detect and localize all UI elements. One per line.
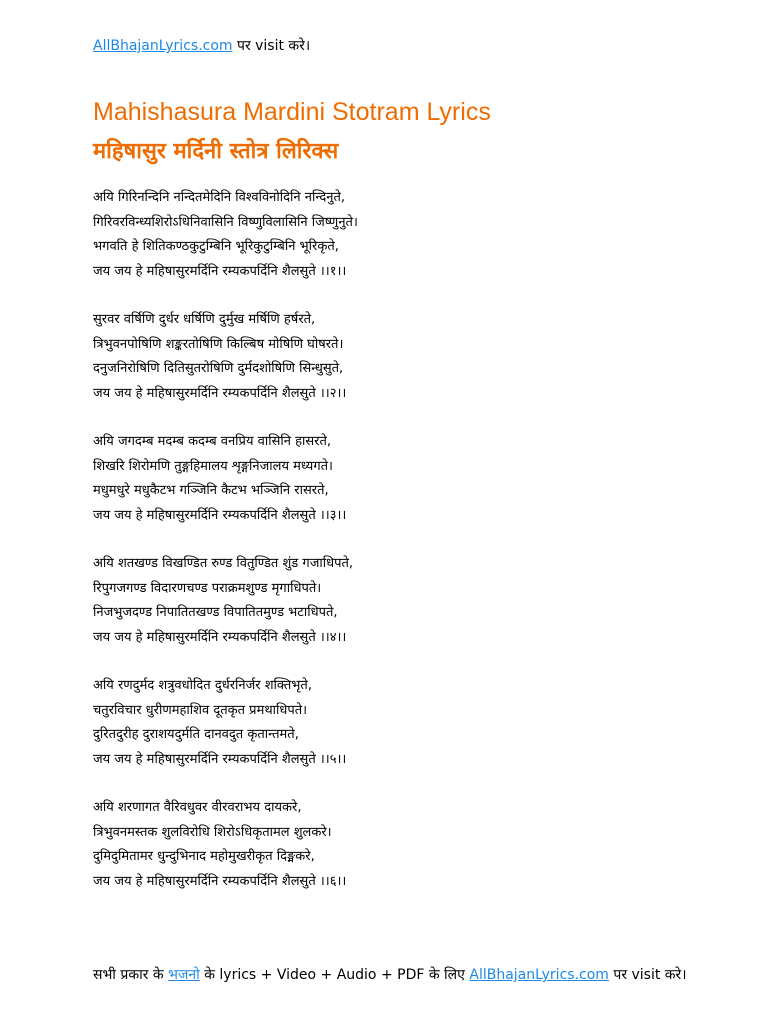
verse-line: जय जय हे महिषासुरमर्दिनि रम्यकपर्दिनि शैलसुते ।।६।।	[93, 873, 347, 889]
verse-3	[93, 430, 743, 528]
verse-line: सुरवर वर्षिणि दुर्धर धर्षिणि दुर्मुख मर्षिणि हर्षरते,	[93, 312, 316, 327]
verse-line: अयि शरणागत वैरिवधुवर वीरवराभय दायकरे,	[93, 800, 302, 815]
verse-line: निजभुजदण्ड निपातितखण्ड विपातितमुण्ड भटाधिपते,	[93, 605, 338, 620]
verse-line: शिखरि शिरोमणि तुङ्गहिमालय शृङ्गनिजालय मध्यगते।	[93, 458, 333, 474]
verse-line: अयि रणदुर्मद शत्रुवधोदित दुर्धरनिर्जर शक्तिभृते,	[93, 678, 312, 693]
bhajan-link[interactable]: भजनो	[168, 967, 200, 983]
verse-line: दुमिदुमितामर धुन्दुभिनाद महोमुखरीकृत दिङ्मकरे,	[93, 849, 315, 864]
verse-line: मधुमधुरे मधुकैटभ गञ्जिनि कैटभ भञ्जिनि रासरते,	[93, 483, 329, 498]
footer-prefix: सभी प्रकार के	[93, 967, 169, 983]
verse-1	[93, 186, 743, 284]
verse-line: अयि शतखण्ड विखण्डित रुण्ड वितुण्डित शुंड गजाधिपते,	[93, 556, 354, 571]
visit-text: पर visit करे।	[232, 38, 311, 54]
footer-suffix: पर visit करे।	[608, 967, 687, 983]
verse-line: अयि गिरिनन्दिनि नन्दितमेदिनि विश्वविनोदिनि नन्दिनुते,	[93, 190, 345, 205]
verse-line: जय जय हे महिषासुरमर्दिनि रम्यकपर्दिनि शैलसुते ।।५।।	[93, 751, 347, 767]
top-visit-line	[93, 35, 310, 57]
verse-5	[93, 674, 743, 772]
verse-line: जय जय हे महिषासुरमर्दिनि रम्यकपर्दिनि शैलसुते ।।३।।	[93, 507, 347, 523]
verse-line: जय जय हे महिषासुरमर्दिनि रम्यकपर्दिनि शैलसुते ।।२।।	[93, 385, 347, 401]
verse-6	[93, 796, 743, 894]
verse-line: त्रिभुवनपोषिणि शङ्करतोषिणि किल्बिष मोषिणि घोषरते।	[93, 336, 344, 352]
page-title-hindi: महिषासुर मर्दिनी स्तोत्र लिरिक्स	[93, 139, 339, 164]
verse-line: गिरिवरविन्ध्यशिरोऽधिनिवासिनि विष्णुविलासिनि जिष्णुनुते।	[93, 214, 358, 230]
verse-line: चतुरविचार धुरीणमहाशिव दूतकृत प्रमथाधिपते।	[93, 702, 308, 718]
footer-visit-line	[93, 964, 703, 986]
verse-line: दनुजनिरोषिणि दितिसुतरोषिणि दुर्मदशोषिणि सिन्धुसुते,	[93, 361, 344, 376]
verse-2	[93, 308, 743, 406]
footer-middle: के lyrics + Video + Audio + PDF के लिए	[199, 967, 470, 983]
verse-line: भगवति हे शितिकण्ठकुटुम्बिनि भूरिकुटुम्बिनि भूरिकृते,	[93, 239, 339, 254]
site-link[interactable]: AllBhajanLyrics.com	[93, 38, 233, 54]
verse-line: रिपुगजगण्ड विदारणचण्ड पराक्रमशुण्ड मृगाधिपते।	[93, 580, 322, 596]
page-title-english: Mahishasura Mardini Stotram Lyrics	[93, 98, 491, 126]
verse-line: जय जय हे महिषासुरमर्दिनि रम्यकपर्दिनि शैलसुते ।।४।।	[93, 629, 347, 645]
verse-line: जय जय हे महिषासुरमर्दिनि रम्यकपर्दिनि शैलसुते ।।१।।	[93, 263, 347, 279]
verse-line: अयि जगदम्ब मदम्ब कदम्ब वनप्रिय वासिनि हासरते,	[93, 434, 332, 449]
footer-site-link[interactable]: AllBhajanLyrics.com	[469, 967, 609, 983]
verse-4	[93, 552, 743, 650]
verse-line: दुरितदुरीह दुराशयदुर्मति दानवदुत कृतान्तमते,	[93, 727, 299, 742]
stotram-verses	[93, 186, 743, 918]
verse-line: त्रिभुवनमस्तक शुलविरोधि शिरोऽधिकृतामल शुलकरे।	[93, 824, 332, 840]
